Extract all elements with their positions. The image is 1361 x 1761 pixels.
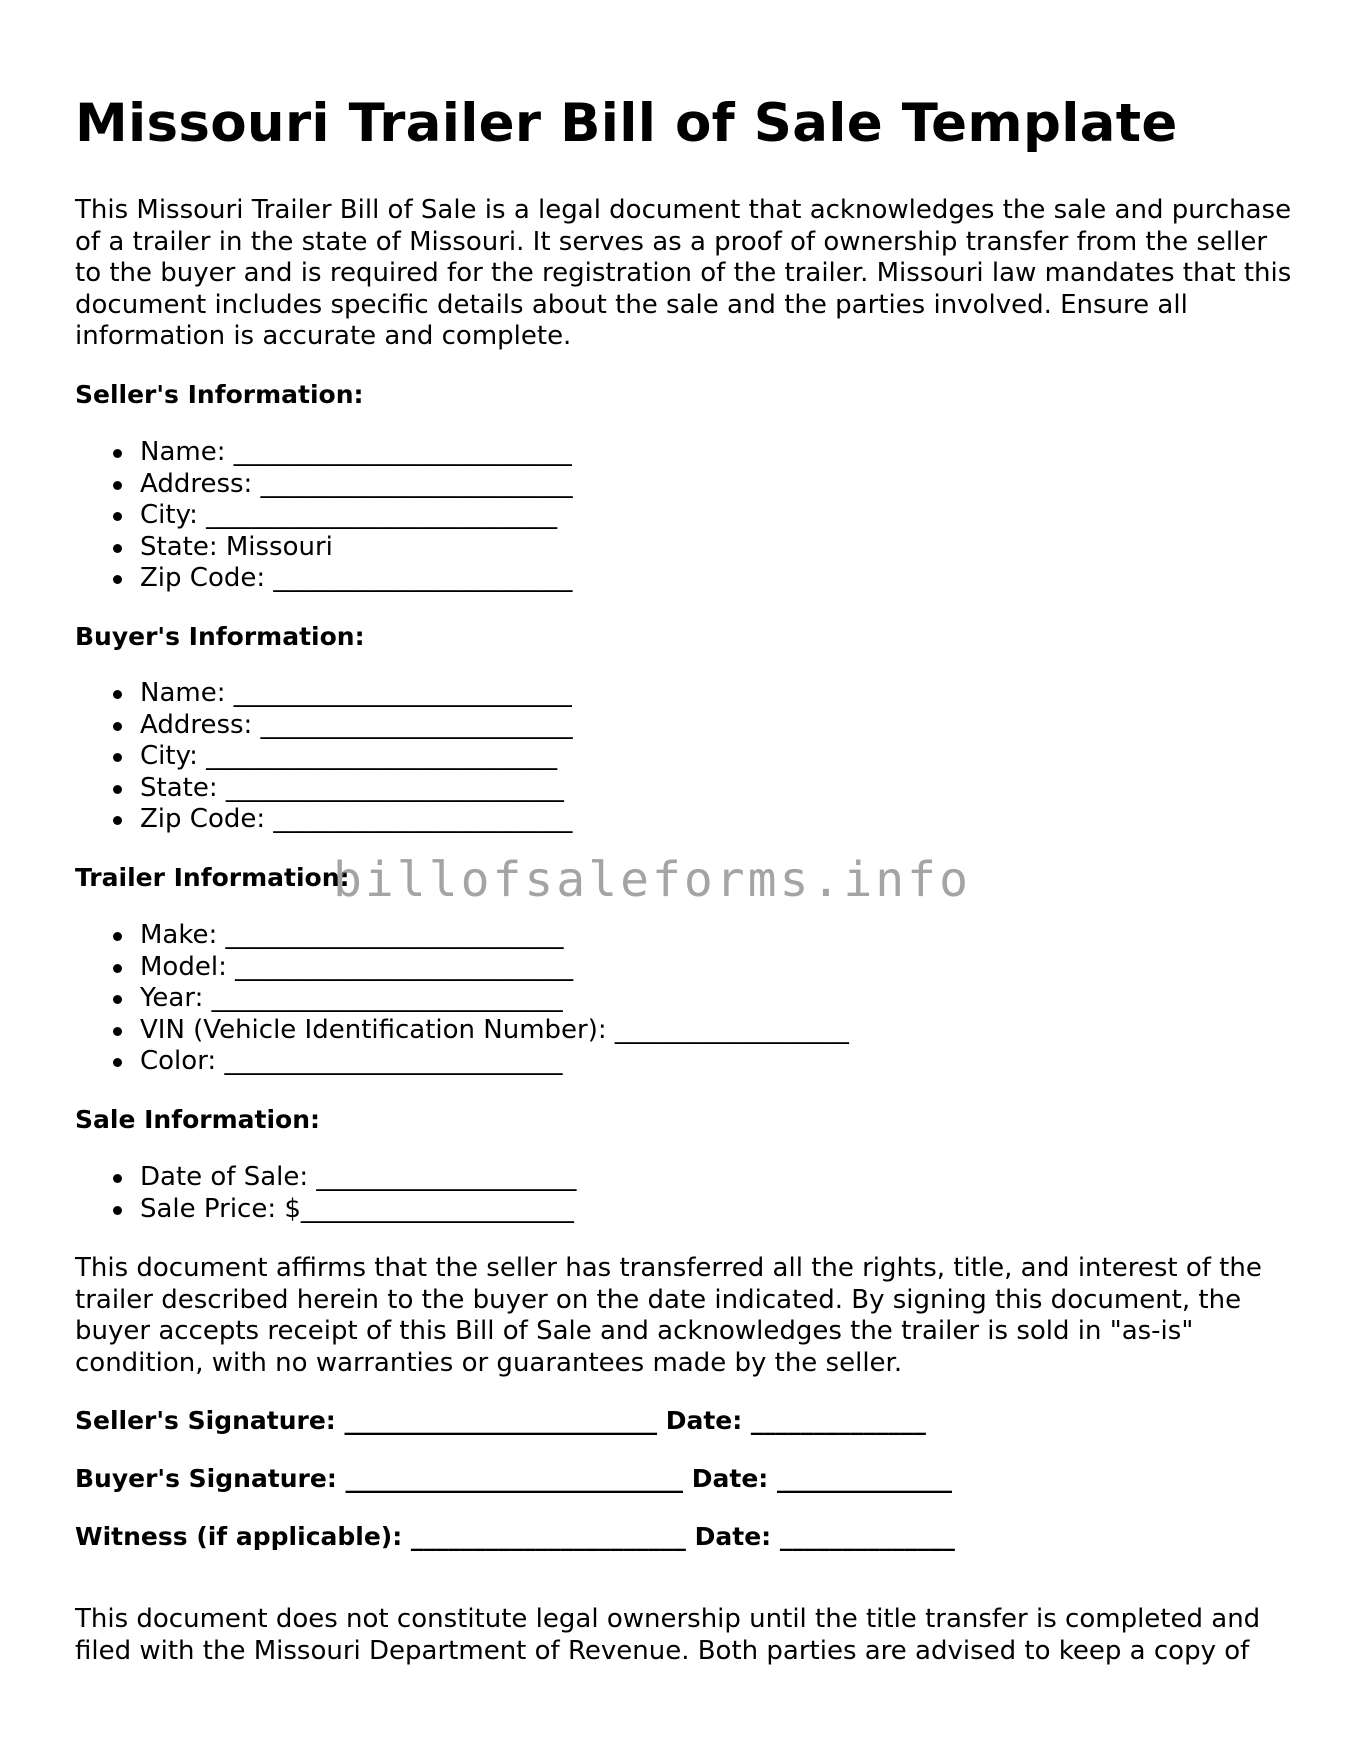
seller-name-field: Name: __________________________ bbox=[75, 437, 573, 469]
trailer-year-field: Year: ___________________________ bbox=[75, 983, 849, 1015]
trailer-field-list bbox=[75, 920, 849, 1078]
buyer-address-field: Address: ________________________ bbox=[75, 710, 573, 742]
sale-date-field: Date of Sale: ____________________ bbox=[75, 1162, 576, 1194]
trailer-color-field: Color: __________________________ bbox=[75, 1046, 849, 1078]
witness-signature-line: Witness (if applicable): ______________________ Date: ______________ bbox=[75, 1522, 955, 1551]
page-title: Missouri Trailer Bill of Sale Template bbox=[75, 93, 1178, 154]
watermark-text: billofsaleforms.info bbox=[333, 852, 971, 908]
buyer-state-field: State: __________________________ bbox=[75, 773, 573, 805]
seller-city-field: City: ___________________________ bbox=[75, 500, 573, 532]
buyer-name-field: Name: __________________________ bbox=[75, 678, 573, 710]
buyer-city-field: City: ___________________________ bbox=[75, 741, 573, 773]
intro-paragraph: This Missouri Trailer Bill of Sale is a legal document that acknowledges the sale and purchase of a trailer in the state of Missouri. It serves as a proof of ownership transfer from the seller to the buyer and is required for the registration of the trailer. Missouri law mandates that this document includes specific details about the sale and the parties involved. Ensure all information is accurate and complete. bbox=[75, 195, 1292, 352]
trailer-vin-field: VIN (Vehicle Identification Number): __________________ bbox=[75, 1015, 849, 1047]
seller-address-field: Address: ________________________ bbox=[75, 469, 573, 501]
buyer-zip-field: Zip Code: _______________________ bbox=[75, 804, 573, 836]
affirmation-paragraph: This document affirms that the seller has transferred all the rights, title, and interest of the trailer described herein to the buyer on the date indicated. By signing this document, the buyer accepts receipt of this Bill of Sale and acknowledges the trailer is sold in "as-is" condition, with no warranties or guarantees made by the seller. bbox=[75, 1253, 1262, 1378]
seller-zip-field: Zip Code: _______________________ bbox=[75, 563, 573, 595]
buyer-field-list bbox=[75, 678, 573, 836]
sale-heading: Sale Information: bbox=[75, 1105, 320, 1134]
footer-paragraph: This document does not constitute legal ownership until the title transfer is completed and filed with the Missouri Department of Revenue. Both parties are advised to keep a copy of bbox=[75, 1604, 1261, 1666]
buyer-heading: Buyer's Information: bbox=[75, 622, 365, 651]
seller-state-field: State: Missouri bbox=[75, 532, 573, 564]
sale-price-field: Sale Price: $_____________________ bbox=[75, 1194, 576, 1226]
seller-signature-line: Seller's Signature: _________________________ Date: ______________ bbox=[75, 1406, 926, 1435]
buyer-signature-line: Buyer's Signature: ___________________________ Date: ______________ bbox=[75, 1464, 952, 1493]
sale-field-list bbox=[75, 1162, 576, 1225]
trailer-heading: Trailer Information: bbox=[75, 863, 350, 892]
seller-heading: Seller's Information: bbox=[75, 380, 364, 409]
trailer-model-field: Model: __________________________ bbox=[75, 952, 849, 984]
trailer-make-field: Make: __________________________ bbox=[75, 920, 849, 952]
seller-field-list bbox=[75, 437, 573, 595]
